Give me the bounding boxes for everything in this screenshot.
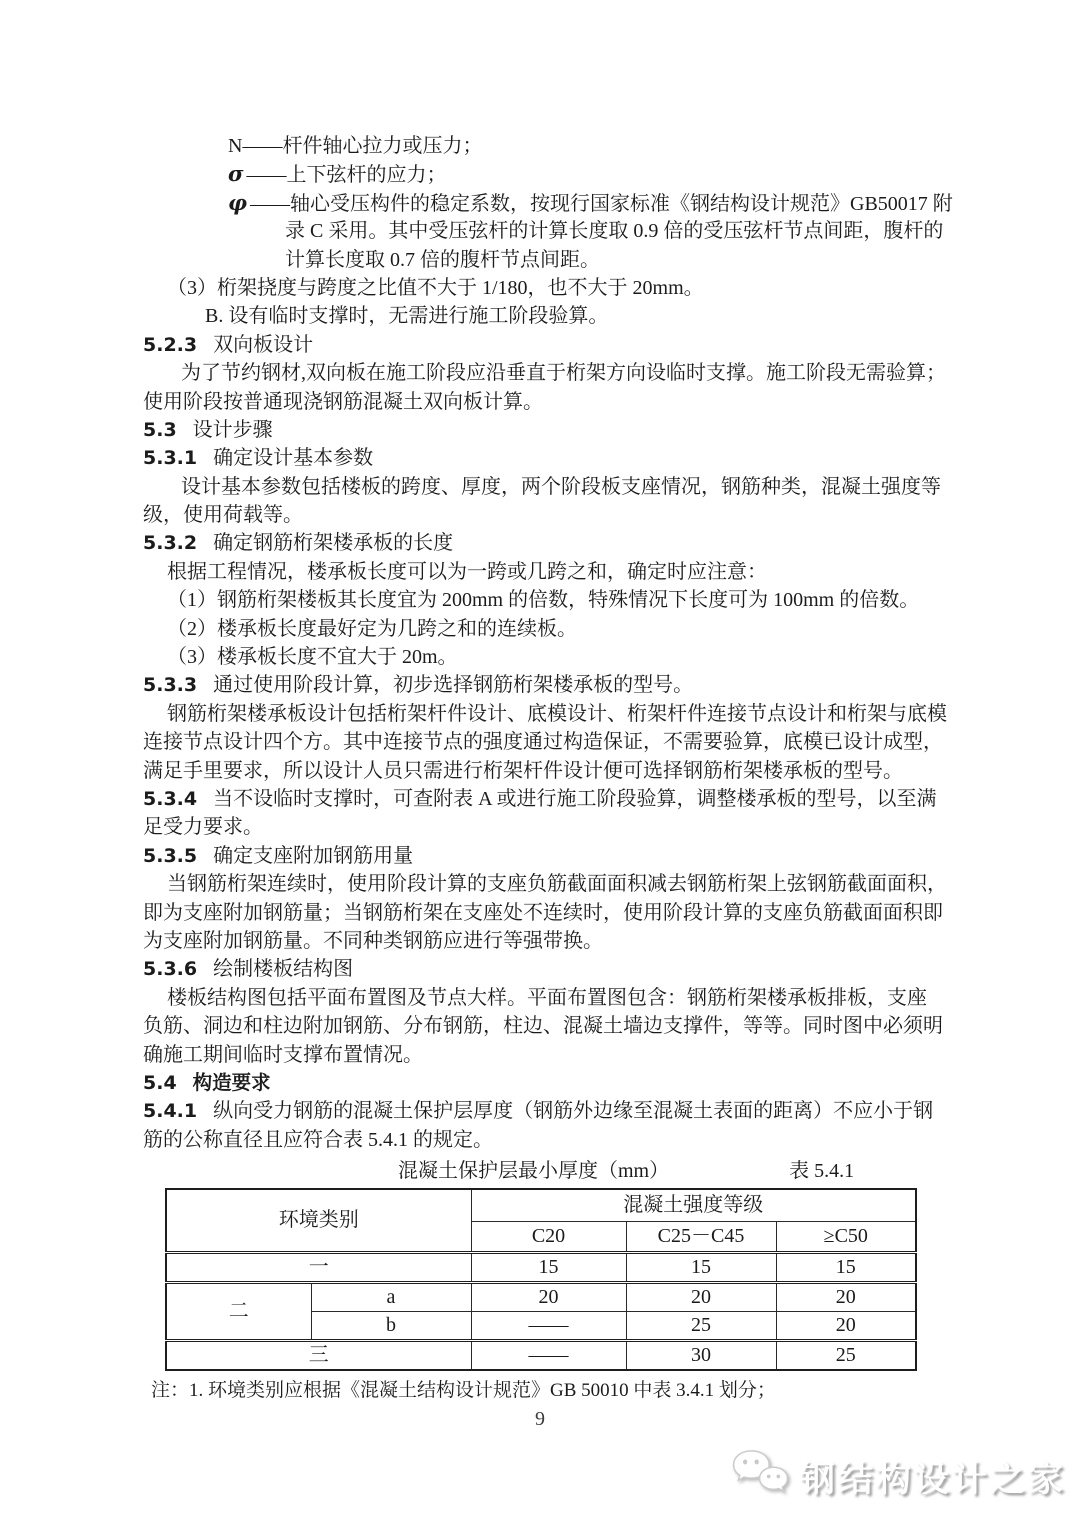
cell-value: 15 [471, 1253, 626, 1283]
text-line: 筋的公称直径且应符合表 5.4.1 的规定。 [143, 1128, 493, 1151]
text-line: 当钢筋桁架连续时，使用阶段计算的支座负筋截面面积减去钢筋桁架上弦钢筋截面面积， [167, 873, 947, 896]
cell-value: —— [471, 1312, 626, 1341]
section-number: 5.3.5 [143, 844, 198, 867]
text-line: 为支座附加钢筋量。不同种类钢筋应进行等强带换。 [143, 929, 603, 952]
env-class-header: 环境类别 [166, 1189, 471, 1253]
section-heading: 5.2.3 双向板设计 [143, 333, 314, 356]
greek-symbol: σ [228, 161, 244, 187]
cell-value: 25 [626, 1312, 776, 1341]
document-content [143, 132, 953, 1405]
text-line: φ ——轴心受压构件的稳定系数，按现行国家标准《钢结构设计规范》GB50017 附 [228, 189, 953, 215]
text-line: 即为支座附加钢筋量；当钢筋桁架在支座处不连续时，使用阶段计算的支座负筋截面面积即 [143, 901, 943, 924]
text-line: 设计基本参数包括楼板的跨度、厚度，两个阶段板支座情况，钢筋种类，混凝土强度等 [181, 475, 941, 498]
page-number: 9 [535, 1408, 545, 1430]
section-number: 5.3.4 [143, 787, 198, 810]
section-heading: 5.4.1 纵向受力钢筋的混凝土保护层厚度（钢筋外边缘至混凝土表面的距离）不应小于钢 [143, 1100, 934, 1123]
table-note: 注：1. 环境类别应根据《混凝土结构设计规范》GB 50010 中表 3.4.1 划分； [151, 1380, 776, 1402]
table-row [166, 1341, 916, 1371]
text-line: （3）楼承板长度不宜大于 20m。 [167, 646, 458, 669]
table-title: 混凝土保护层最小厚度（mm） [398, 1160, 670, 1183]
text-line: N——杆件轴心拉力或压力； [228, 135, 483, 157]
section-number: 5.4.1 [143, 1100, 198, 1123]
table-caption [143, 1156, 933, 1186]
cell-value: 30 [626, 1341, 776, 1371]
protection-thickness-table [165, 1188, 917, 1371]
text-line: 满足手里要求，所以设计人员只需进行桁架杆件设计便可选择钢筋桁架楼承板的型号。 [143, 759, 903, 782]
text-line: 使用阶段按普通现浇钢筋混凝土双向板计算。 [143, 390, 543, 413]
text-line: B. 设有临时支撑时，无需进行施工阶段验算。 [205, 305, 609, 328]
watermark [730, 1448, 1066, 1505]
section-number: 5.3.3 [143, 674, 198, 697]
env-class-1: 一 [166, 1253, 471, 1283]
section-number: 5.4 [143, 1071, 177, 1094]
wechat-bubbles-icon [730, 1448, 792, 1505]
section-heading: 5.3 设计步骤 [143, 418, 273, 441]
table-row [166, 1253, 916, 1283]
section-number: 5.3 [143, 418, 177, 441]
text-line: 根据工程情况，楼承板长度可以为一跨或几跨之和，确定时应注意： [167, 560, 767, 583]
text-line: （2）楼承板长度最好定为几跨之和的连续板。 [167, 617, 577, 640]
cell-value: 15 [626, 1253, 776, 1283]
section-heading: 5.3.5 确定支座附加钢筋用量 [143, 844, 414, 867]
text-line: σ ——上下弦杆的应力； [228, 161, 447, 187]
section-heading: 5.3.2 确定钢筋桁架楼承板的长度 [143, 532, 454, 555]
section-number: 5.3.2 [143, 532, 198, 555]
cell-value: 15 [776, 1253, 916, 1283]
env-class-3: 三 [166, 1341, 471, 1371]
text-line: 钢筋桁架楼承板设计包括桁架杆件设计、底模设计、桁架杆件连接节点设计和桁架与底模 [167, 702, 947, 725]
table-number: 表 5.4.1 [789, 1160, 855, 1183]
cell-value: 20 [776, 1312, 916, 1341]
text-line: （3）桁架挠度与跨度之比值不大于 1/180，也不大于 20mm。 [167, 276, 704, 299]
text-line: （1）钢筋桁架楼板其长度宜为 200mm 的倍数，特殊情况下长度可为 100mm 的倍数。 [167, 589, 920, 612]
col-header-c25-c45: C25－C45 [626, 1222, 776, 1253]
section-number: 5.2.3 [143, 333, 198, 356]
section-heading: 5.3.3 通过使用阶段计算，初步选择钢筋桁架楼承板的型号。 [143, 674, 694, 697]
text-line: 级，使用荷载等。 [143, 504, 303, 527]
env-class-2: 二 [166, 1283, 311, 1341]
document-lines [143, 132, 953, 1154]
env-subclass-a: a [311, 1283, 471, 1312]
env-subclass-b: b [311, 1312, 471, 1341]
cell-value: —— [471, 1341, 626, 1371]
section-number: 5.3.6 [143, 958, 198, 981]
text-line: 录 C 采用。其中受压弦杆的计算长度取 0.9 倍的受压弦杆节点间距，腹杆的 [285, 220, 944, 243]
watermark-label: 钢结构设计之家 [799, 1459, 1066, 1500]
text-line: 足受力要求。 [143, 816, 263, 839]
cell-value: 20 [626, 1283, 776, 1312]
table-row [166, 1283, 916, 1312]
section-heading: 5.3.6 绘制楼板结构图 [143, 958, 354, 981]
cell-value: 20 [471, 1283, 626, 1312]
text-line: 负筋、洞边和柱边附加钢筋、分布钢筋，柱边、混凝土墙边支撑件，等等。同时图中必须明 [143, 1015, 943, 1038]
section-heading: 5.4 构造要求 [143, 1070, 271, 1094]
col-header-c20: C20 [471, 1222, 626, 1253]
greek-symbol: φ [228, 189, 248, 215]
section-heading: 5.3.1 确定设计基本参数 [143, 447, 374, 470]
section-number: 5.3.1 [143, 447, 198, 470]
text-line: 为了节约钢材,双向板在施工阶段应沿垂直于桁架方向设临时支撑。施工阶段无需验算； [181, 362, 946, 385]
cell-value: 25 [776, 1341, 916, 1371]
cell-value: 20 [776, 1283, 916, 1312]
section-heading: 5.3.4 当不设临时支撑时，可查附表 A 或进行施工阶段验算，调整楼承板的型号，以至满 [143, 787, 937, 810]
text-line: 楼板结构图包括平面布置图及节点大样。平面布置图包含：钢筋桁架楼承板排板，支座 [167, 986, 927, 1009]
strength-grade-header: 混凝土强度等级 [471, 1189, 916, 1222]
text-line: 连接节点设计四个方。其中连接节点的强度通过构造保证，不需要验算，底模已设计成型， [143, 731, 943, 754]
text-line: 确施工期间临时支撑布置情况。 [143, 1043, 423, 1066]
col-header-c50: ≥C50 [776, 1222, 916, 1253]
text-line: 计算长度取 0.7 倍的腹杆节点间距。 [285, 248, 600, 271]
